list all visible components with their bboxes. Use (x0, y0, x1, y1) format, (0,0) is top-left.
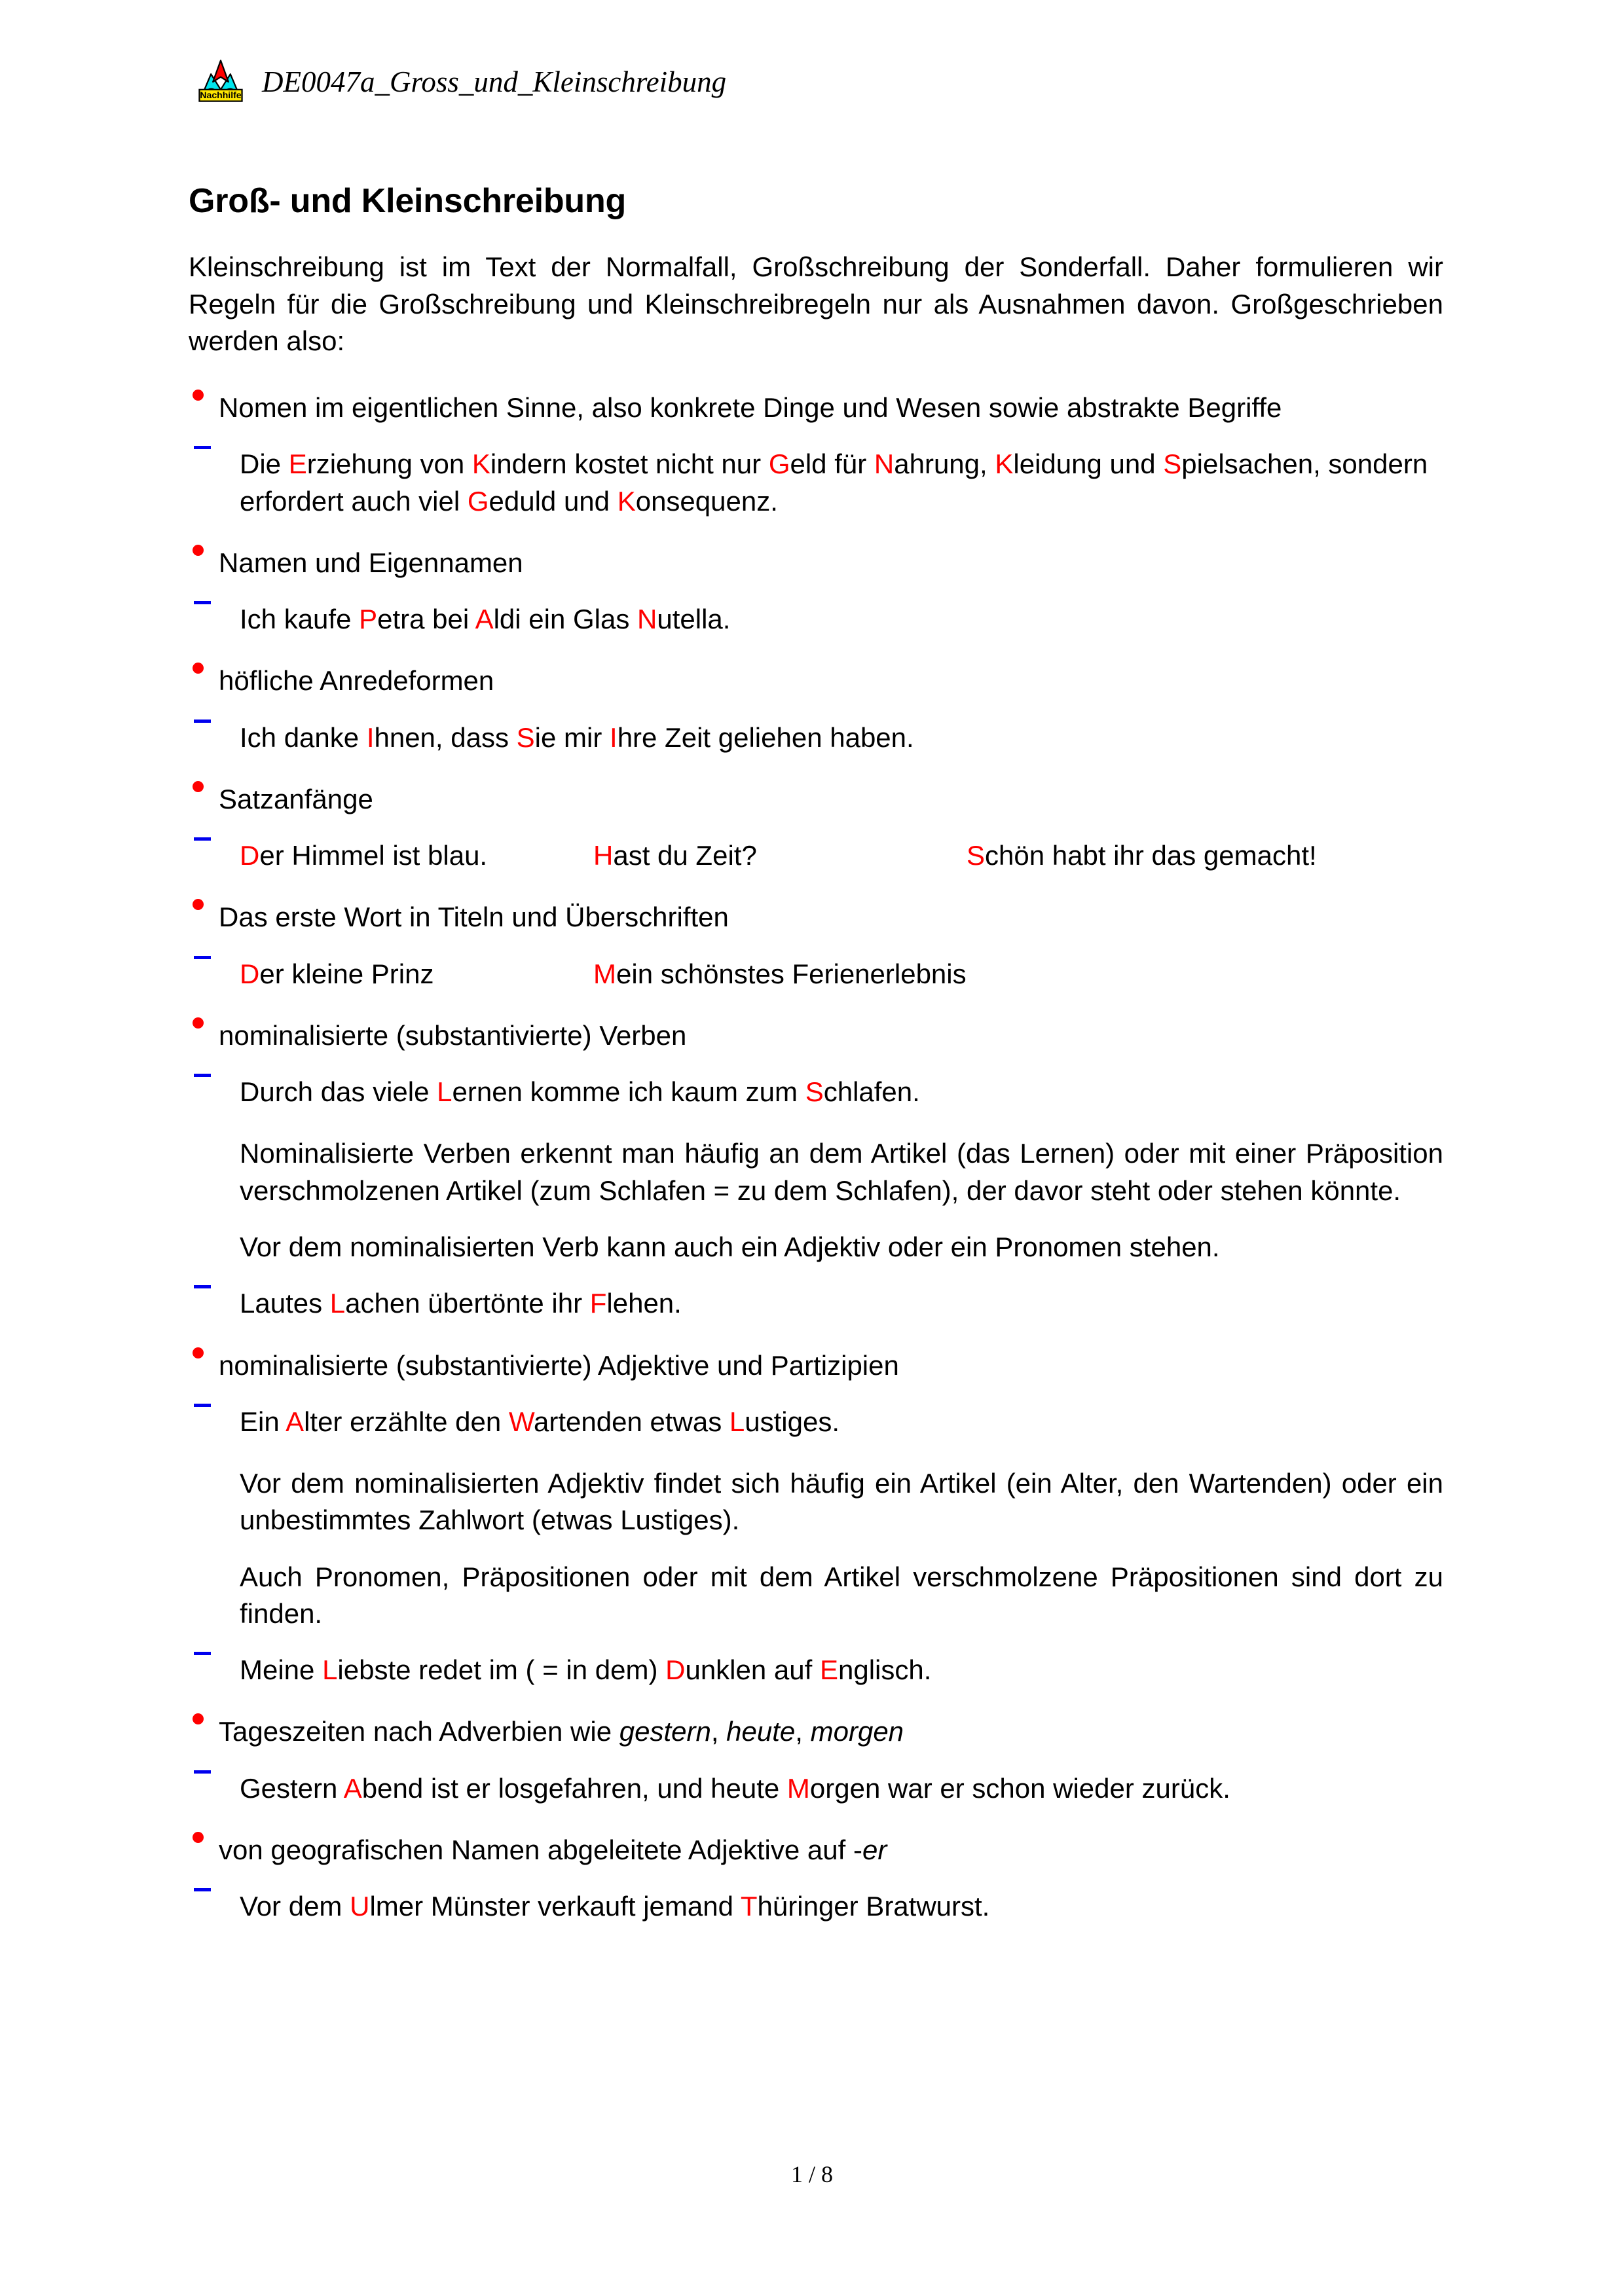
bullet-icon (193, 545, 204, 556)
capital-highlight: W (508, 1406, 534, 1437)
example-text: Meine Liebste redet im ( = in dem) Dunklen auf Englisch. (240, 1654, 932, 1686)
bullet-icon (193, 1017, 204, 1029)
capital-highlight: G (467, 485, 489, 517)
dash-icon (194, 720, 211, 723)
dash-icon (194, 1770, 211, 1774)
capital-highlight: D (665, 1654, 686, 1686)
example-text: Durch das viele Lernen komme ich kaum zum Schlafen. (240, 1076, 920, 1108)
capital-highlight: M (786, 1772, 810, 1804)
example-satzanfaenge-1 (189, 837, 1443, 874)
nachhilfe-logo-icon (196, 58, 245, 106)
example-anrede-1 (189, 720, 1443, 756)
example-text: Ich kaufe Petra bei Aldi ein Glas Nutella. (240, 604, 731, 635)
rule-text: Namen und Eigennamen (219, 547, 523, 578)
capital-highlight: A (475, 604, 494, 635)
bullet-icon (193, 1347, 204, 1358)
example-text: Ich danke Ihnen, dass Sie mir Ihre Zeit geliehen haben. (240, 721, 914, 753)
page-footer (0, 2160, 1624, 2188)
note-verben-2: Vor dem nominalisierten Verb kann auch ein Adjektiv oder ein Pronomen stehen. (240, 1231, 1220, 1263)
example-verben-2 (189, 1285, 1443, 1322)
example-column-2: Hast du Zeit? (593, 840, 757, 871)
capital-highlight: N (637, 604, 657, 635)
rule-item-anredeformen (189, 663, 1443, 699)
capital-highlight: S (805, 1076, 824, 1108)
capital-highlight: E (819, 1654, 838, 1686)
example-tageszeiten-1 (189, 1770, 1443, 1807)
capital-highlight: M (593, 958, 616, 989)
capital-highlight: E (288, 448, 307, 480)
capital-highlight: I (366, 721, 375, 753)
rule-text: Tageszeiten nach Adverbien wie gestern, heute, morgen (219, 1716, 904, 1747)
page-number: 1 / 8 (790, 2161, 833, 2187)
capital-highlight: U (350, 1891, 370, 1922)
italic-term: gestern (619, 1716, 711, 1747)
italic-term: heute (726, 1716, 796, 1747)
dash-icon (194, 1074, 211, 1077)
capital-highlight: N (874, 448, 895, 480)
rule-item-satzanfaenge (189, 781, 1443, 818)
dash-icon (194, 956, 211, 959)
rule-item-namen (189, 545, 1443, 581)
capital-highlight: L (322, 1654, 338, 1686)
dash-icon (194, 1888, 211, 1891)
capital-highlight: A (343, 1772, 362, 1804)
page-title: Groß- und Kleinschreibung (189, 182, 627, 220)
capital-highlight: S (1163, 448, 1182, 480)
example-adjektive-1 (189, 1404, 1443, 1440)
note-adjektive-2: Auch Pronomen, Präpositionen oder mit dem Artikel verschmolzene Präpositionen sind dort zu finden. (240, 1561, 1443, 1629)
rule-item-adjektive (189, 1347, 1443, 1384)
capital-highlight: I (610, 721, 618, 753)
rule-text: Nomen im eigentlichen Sinne, also konkrete Dinge und Wesen sowie abstrakte Begriffe (219, 392, 1282, 424)
rule-text: nominalisierte (substantivierte) Adjektive und Partizipien (219, 1349, 899, 1381)
example-titel-1 (189, 956, 1443, 993)
rule-text: von geografischen Namen abgeleitete Adjektive auf -er (219, 1834, 887, 1865)
dash-icon (194, 837, 211, 841)
rule-text: Das erste Wort in Titeln und Überschriften (219, 902, 729, 933)
example-column-2: Mein schönstes Ferienerlebnis (593, 958, 967, 989)
rule-item-verben (189, 1017, 1443, 1054)
example-text: Lautes Lachen übertönte ihr Flehen. (240, 1288, 682, 1319)
capital-highlight: S (516, 721, 535, 753)
dash-icon (194, 601, 211, 604)
capital-highlight: S (967, 840, 986, 871)
rule-item-tageszeiten (189, 1713, 1443, 1750)
rule-text: nominalisierte (substantivierte) Verben (219, 1019, 687, 1051)
dash-icon (194, 1285, 211, 1288)
capital-highlight: D (240, 958, 260, 989)
bullet-icon (193, 390, 204, 401)
example-geografisch-1 (189, 1888, 1443, 1925)
bullet-icon (193, 781, 204, 792)
capital-highlight: K (617, 485, 636, 517)
rule-text: höfliche Anredeformen (219, 665, 494, 697)
capital-highlight: H (593, 840, 614, 871)
rule-item-geografisch (189, 1832, 1443, 1868)
dash-icon (194, 446, 211, 449)
capital-highlight: K (995, 448, 1014, 480)
rule-text: Satzanfänge (219, 783, 373, 814)
capital-highlight: L (437, 1076, 452, 1108)
page-header (196, 58, 726, 106)
logo-label: Nachhilfe (200, 90, 242, 101)
capital-highlight: F (589, 1288, 607, 1319)
capital-highlight: D (240, 840, 260, 871)
bullet-icon (193, 1832, 204, 1843)
example-text: Vor dem Ulmer Münster verkauft jemand Thüringer Bratwurst. (240, 1891, 990, 1922)
intro-paragraph: Kleinschreibung ist im Text der Normalfall, Großschreibung der Sonderfall. Daher formulieren wir Regeln für die Großschreibung und Kleinschreibregeln nur als Ausnahmen davon. Großgeschrieben werden also: (189, 251, 1443, 356)
example-column-3: Schön habt ihr das gemacht! (967, 840, 1317, 871)
note-adjektive-1: Vor dem nominalisierten Adjektiv findet sich häufig ein Artikel (ein Alter, den Wartenden) oder ein unbestimmtes Zahlwort (etwas Lustiges). (240, 1468, 1443, 1536)
capital-highlight: A (286, 1406, 304, 1437)
example-adjektive-2 (189, 1652, 1443, 1688)
capital-highlight: K (471, 448, 490, 480)
capital-highlight: L (729, 1406, 745, 1437)
example-column-1: Der kleine Prinz (240, 958, 434, 989)
italic-term: morgen (810, 1716, 904, 1747)
document-body (189, 182, 1443, 1950)
example-columns (240, 956, 1443, 993)
dash-icon (194, 1652, 211, 1655)
example-nomen-1 (189, 446, 1443, 520)
rule-item-titel (189, 899, 1443, 936)
dash-icon (194, 1404, 211, 1407)
example-column-1: Der Himmel ist blau. (240, 840, 488, 871)
note-verben-1: Nominalisierte Verben erkennt man häufig an dem Artikel (das Lernen) oder mit einer Präposition verschmolzenen Artikel (zum Schlafen = zu dem Schlafen), der davor steht oder stehen könnte. (240, 1138, 1443, 1206)
capital-highlight: L (329, 1288, 346, 1319)
example-namen-1 (189, 601, 1443, 638)
bullet-icon (193, 663, 204, 674)
capital-highlight: G (768, 448, 790, 480)
bullet-icon (193, 1713, 204, 1724)
bullet-icon (193, 899, 204, 910)
example-columns (240, 837, 1443, 874)
italic-term: er (862, 1834, 887, 1865)
capital-highlight: P (359, 604, 378, 635)
header-document-title: DE0047a_Gross_und_Kleinschreibung (262, 65, 727, 98)
example-verben-1 (189, 1074, 1443, 1110)
example-text: Ein Alter erzählte den Wartenden etwas Lustiges. (240, 1406, 840, 1437)
example-text: Die Erziehung von Kindern kostet nicht nur Geld für Nahrung, Kleidung und Spielsachen, sondern erfordert auch viel Geduld und Konsequenz. (240, 448, 1428, 517)
example-text: Gestern Abend ist er losgefahren, und heute Morgen war er schon wieder zurück. (240, 1772, 1230, 1804)
capital-highlight: T (740, 1891, 758, 1922)
rule-item-nomen (189, 390, 1443, 426)
